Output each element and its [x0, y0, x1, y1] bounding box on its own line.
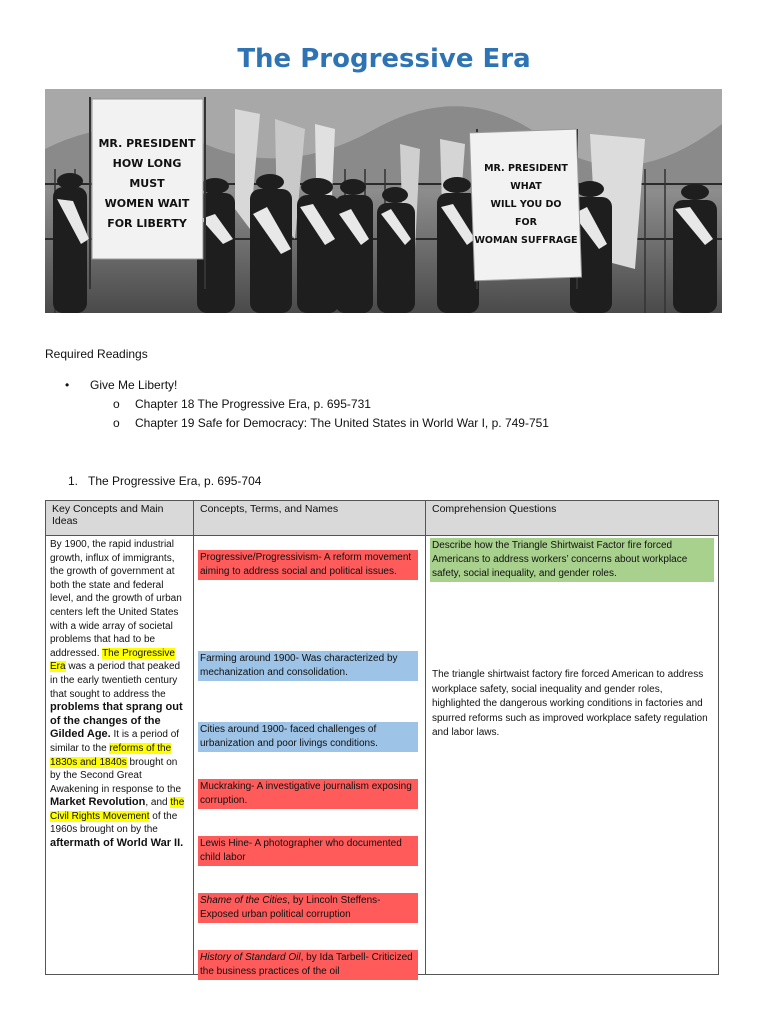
table-row: [46, 536, 719, 975]
text: brought on by the Second Great Awakening in response to the: [50, 756, 182, 795]
key-concepts-cell: [46, 536, 194, 975]
sign-left-line: MUST: [129, 177, 165, 190]
text: By 1900, the rapid industrial growth, influx of immigrants, the growth of government at both the state and federal level, and the growth of urban centers left the United States with a wide array of societal problems that had to be addressed.: [50, 539, 182, 659]
page-title: The Progressive Era: [237, 44, 531, 74]
text: It is a period of similar to the: [50, 729, 180, 754]
terms-cell: [194, 536, 426, 975]
sub-bullet-icon: o: [113, 416, 120, 430]
term-progressivism: Progressive/Progressivism- A reform movement aiming to address social and political issues.: [198, 550, 418, 580]
sub-bullet-icon: o: [113, 397, 120, 411]
sign-right-line: WOMAN SUFFRAGE: [474, 235, 578, 246]
term-lewis-hine: Lewis Hine- A photographer who documented child labor: [198, 836, 418, 866]
bold-text: Market Revolution: [50, 796, 146, 809]
sign-right-line: WHAT: [510, 181, 542, 192]
reading-chapter-19: Chapter 19 Safe for Democracy: The United States in World War I, p. 749-751: [135, 416, 549, 430]
readings-list: [65, 376, 549, 433]
text: of the 1960s brought on by the: [50, 810, 178, 836]
sign-left-line: MR. PRESIDENT: [98, 137, 196, 150]
term-cities: Cities around 1900- faced challenges of urbanization and poor livings conditions.: [198, 722, 418, 752]
text: , by Ida Tarbell- Criticized the business practices of the oil: [200, 952, 413, 977]
section-heading: 1. The Progressive Era, p. 695-704: [68, 474, 262, 488]
answer-text: The triangle shirtwaist factory fire forced American to address workplace safety, social inequality and gender roles, highlighted the dangerous working conditions in factories and spurred reforms such as improved workplace safety regulation and labor laws.: [432, 669, 708, 738]
questions-cell: [426, 536, 719, 975]
term-standard-oil: [198, 950, 418, 980]
sign-left-line: WOMEN WAIT: [104, 197, 190, 210]
required-readings-heading: Required Readings: [45, 347, 148, 361]
notes-table: [45, 500, 719, 975]
suffragist-photo: [45, 89, 722, 313]
list-item: [65, 376, 549, 395]
list-item: [65, 414, 549, 433]
highlight: The Progressive Era: [50, 647, 175, 673]
column-header: Comprehension Questions: [426, 501, 719, 536]
term-muckraking: Muckraking- A investigative journalism exposing corruption.: [198, 779, 418, 809]
sign-right-line: WILL YOU DO: [490, 199, 562, 210]
bold-text: problems that sprang out of the changes of the Gilded Age.: [50, 701, 183, 741]
reading-chapter-18: Chapter 18 The Progressive Era, p. 695-731: [135, 397, 371, 411]
sign-right-line: MR. PRESIDENT: [484, 163, 568, 174]
bullet-icon: •: [65, 378, 70, 392]
sign-right-line: FOR: [515, 217, 537, 228]
highlight: the Civil Rights Movement: [50, 797, 185, 822]
text: , and: [145, 797, 171, 809]
text: , by Lincoln Steffens- Exposed urban political corruption: [200, 895, 381, 920]
sign-left-line: HOW LONG: [112, 157, 182, 170]
table-header-row: [46, 501, 719, 536]
list-item: [65, 395, 549, 414]
suffragist-photo-illustration: [45, 89, 722, 313]
term-shame-of-cities: [198, 893, 418, 923]
bold-text: aftermath of World War II.: [50, 837, 184, 850]
italic-title: Shame of the Cities: [200, 895, 288, 906]
column-header: Key Concepts and Main Ideas: [46, 501, 194, 536]
highlight: reforms of the 1830s and 1840s: [50, 742, 172, 768]
column-header: Concepts, Terms, and Names: [194, 501, 426, 536]
sign-left-line: FOR LIBERTY: [107, 217, 187, 230]
comprehension-question: Describe how the Triangle Shirtwaist Factor fire forced Americans to address workers’ concerns about workplace safety, social inequality, and gender roles.: [430, 538, 714, 582]
italic-title: History of Standard Oil: [200, 952, 301, 963]
reading-book: Give Me Liberty!: [90, 378, 178, 392]
term-farming: Farming around 1900- Was characterized by mechanization and consolidation.: [198, 651, 418, 681]
text: was a period that peaked in the early twentieth century that sought to address the: [50, 661, 181, 700]
